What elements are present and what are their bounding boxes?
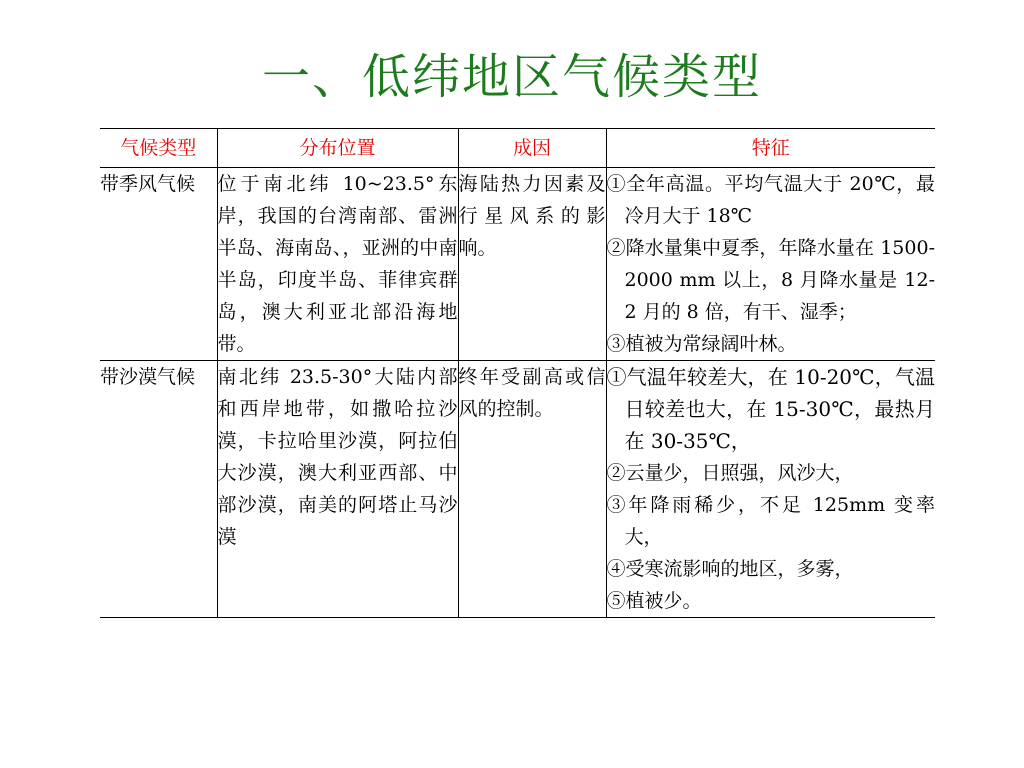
feature-item: ④受寒流影响的地区，多雾，: [606, 558, 854, 580]
page-title: 一、低纬地区气候类型: [261, 49, 762, 105]
header-cause: 成因: [458, 129, 606, 168]
feature-item: ①全年高温。平均气温大于 20℃，最冷月大于 18℃: [606, 173, 935, 227]
cause-cell: 海陆热力因素及行星风系的影响。: [458, 168, 606, 361]
climate-type-cell: 带沙漠气候: [100, 361, 217, 618]
feature-item: ①气温年较差大，在 10-20℃，气温日较差也大，在 15-30℃，最热月在 30-35℃，: [606, 365, 935, 453]
climate-table: [100, 128, 935, 618]
feature-item: ②云量少，日照强，风沙大，: [606, 462, 854, 484]
features-cell: [606, 361, 935, 618]
features-cell: [606, 168, 935, 361]
distribution-cell: 位于南北纬 10~23.5°东岸，我国的台湾南部、雷洲半岛、海南岛、，亚洲的中南半岛，印度半岛、菲律宾群岛，澳大利亚北部沿海地带。: [217, 168, 458, 361]
header-climate-type: 气候类型: [100, 129, 217, 168]
table-row: [100, 361, 935, 618]
feature-item: ③年降雨稀少，不足 125mm 变率大，: [606, 494, 935, 548]
feature-item: ②降水量集中夏季，年降水量在 1500-2000 mm 以上，8 月降水量是 12-2 月的 8 倍，有干、湿季；: [606, 237, 935, 323]
feature-item: ③植被为常绿阔叶林。: [606, 333, 797, 355]
feature-item: ⑤植被少。: [606, 590, 702, 612]
cause-cell: 终年受副高或信风的控制。: [458, 361, 606, 618]
header-distribution: 分布位置: [217, 129, 458, 168]
header-features: 特征: [606, 129, 935, 168]
distribution-cell: 南北纬 23.5-30°大陆内部和西岸地带，如撒哈拉沙漠，卡拉哈里沙漠，阿拉伯大沙漠，澳大利亚西部、中部沙漠，南美的阿塔止马沙漠: [217, 361, 458, 618]
table-header-row: [100, 129, 935, 168]
table-row: [100, 168, 935, 361]
climate-type-cell: 带季风气候: [100, 168, 217, 361]
